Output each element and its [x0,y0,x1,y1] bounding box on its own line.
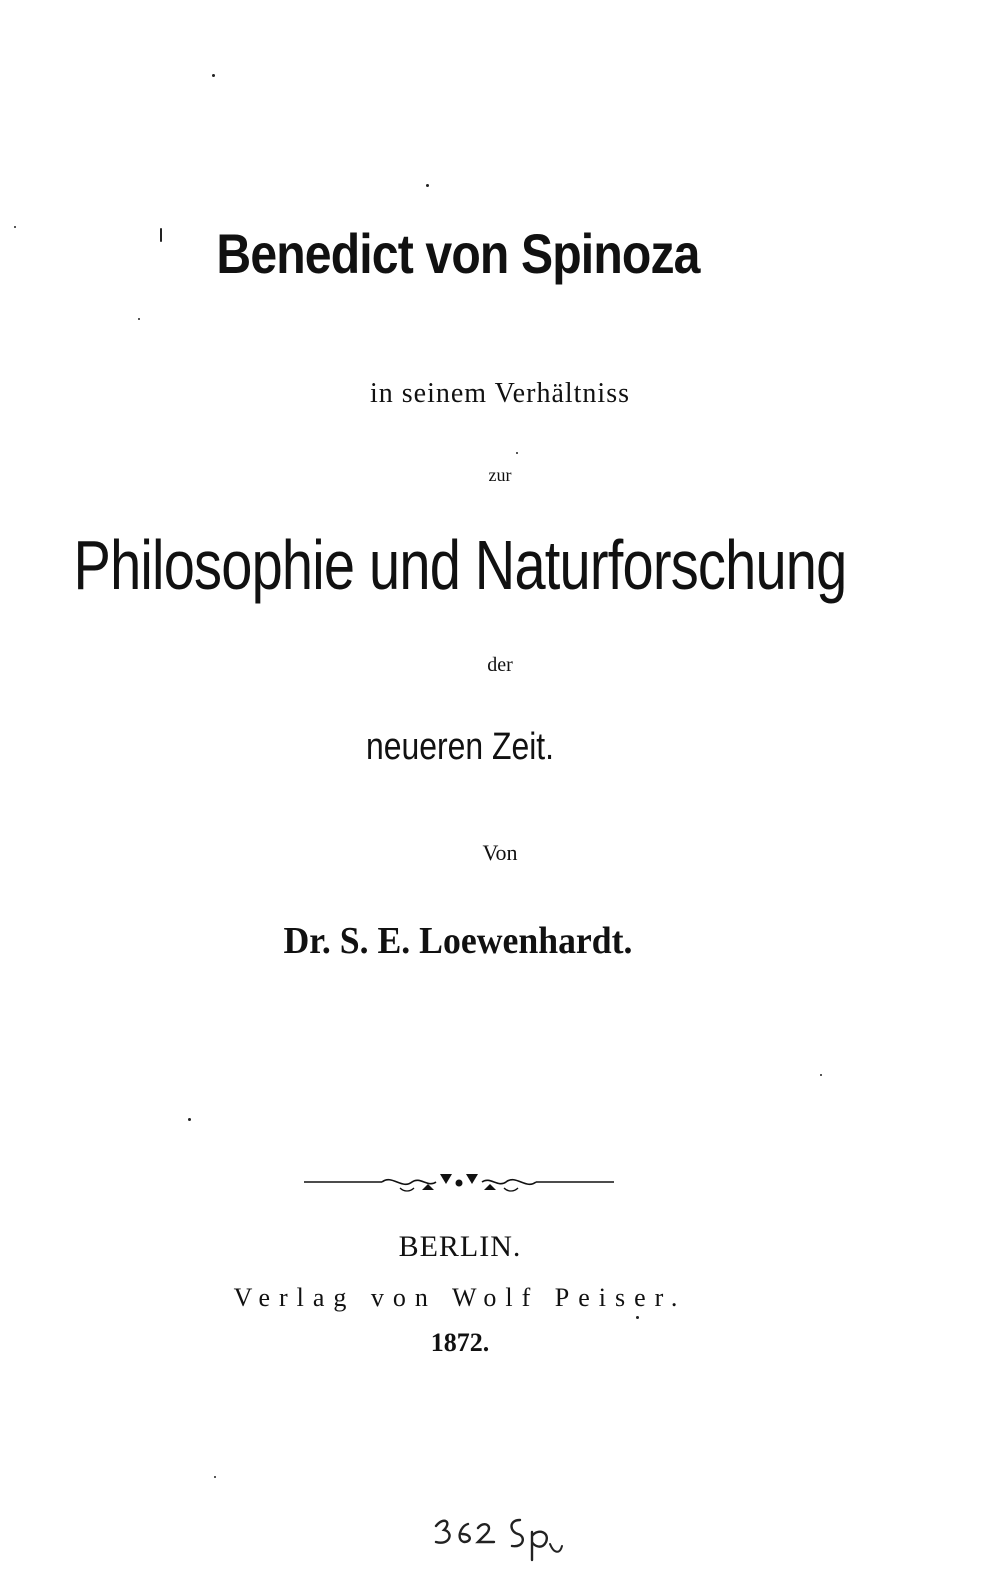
publisher-line: Verlag von Wolf Peiser. [233,1283,687,1312]
main-subject-line: Philosophie und Naturforschung [73,526,847,604]
subtitle-line-1: in seinem Verhältniss [369,378,630,409]
subtitle-line-3: der [487,654,513,676]
paper-speck [426,184,429,187]
subtitle-line-4: neueren Zeit. [365,726,555,768]
paper-speck [636,1316,639,1319]
paper-speck [138,318,140,320]
paper-speck [14,226,16,228]
paper-speck [516,452,518,454]
book-title: Benedict von Spinoza [216,222,700,285]
publication-year: 1872. [430,1328,490,1357]
ornamental-divider [300,1168,618,1200]
paper-speck [820,1074,822,1076]
paper-speck [160,228,162,242]
paper-speck [188,1118,191,1121]
publication-place: BERLIN. [398,1230,522,1263]
author-name: Dr. S. E. Loewenhardt. [283,920,633,962]
subtitle-line-2: zur [488,465,512,485]
paper-speck [212,74,215,77]
paper-speck [214,1476,216,1478]
handwritten-shelfmark [428,1510,568,1566]
author-prefix: Von [482,840,518,865]
